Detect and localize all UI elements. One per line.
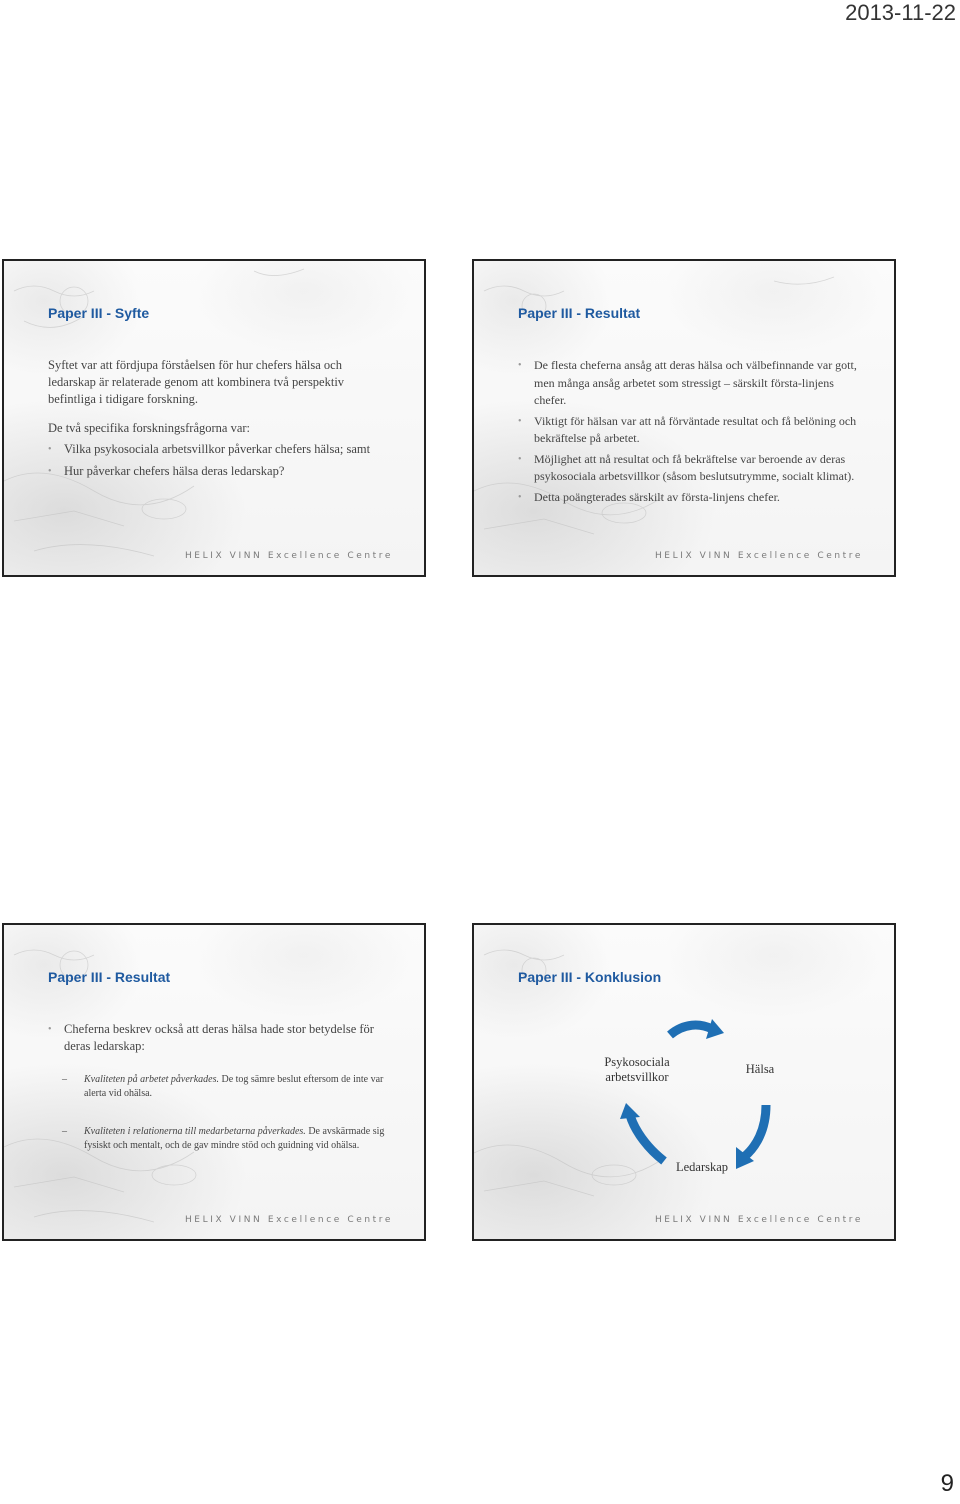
footer-brand: HELIX VINN Excellence Centre: [654, 551, 864, 561]
arrow-top: [670, 1025, 712, 1035]
bullet-icon: •: [518, 360, 522, 371]
slide-body: [48, 1021, 392, 1153]
bullet-list: [48, 441, 392, 480]
page-number: 9: [940, 1470, 954, 1497]
bullet-icon: •: [48, 466, 52, 477]
node-psykosociala: Psykosociala arbetsvillkor: [604, 1055, 670, 1084]
footer-brand: HELIX VINN Excellence Centre: [184, 551, 394, 561]
arrowhead-left: [620, 1103, 640, 1119]
bullet-list: [518, 357, 858, 506]
footer-brand: HELIX VINN Excellence Centre: [654, 1215, 864, 1225]
slide-resultat-1: [472, 259, 896, 577]
footer-brand: HELIX VINN Excellence Centre: [184, 1215, 394, 1225]
bullet-icon: •: [48, 1024, 52, 1035]
slide-resultat-2: [2, 923, 426, 1241]
sub-item: – Kvaliteten i relationerna till medarbetarna påverkades. De avskärmade sig fysiskt och mentalt, och de gav mindre stöd och guidning vid ohälsa.: [62, 1126, 385, 1151]
bullet-icon: •: [518, 491, 522, 503]
list-item: • Detta poängterades särskilt av första-linjens chefer.: [518, 489, 858, 507]
slide-title: Paper III - Konklusion: [518, 969, 662, 985]
paragraph: Syftet var att fördjupa förståelsen för hur chefers hälsa och ledarskap är relaterade genom att kombinera två perspektiv befintliga i tidigare forskning.: [48, 358, 345, 406]
bullet-icon: •: [518, 415, 522, 427]
bullet-icon: •: [48, 444, 52, 455]
slide-konklusion: [472, 923, 896, 1241]
paragraph: De två specifika forskningsfrågorna var:: [48, 421, 251, 435]
node-ledarskap: Ledarskap: [675, 1160, 729, 1174]
slide-title: Paper III - Syfte: [48, 305, 150, 321]
page-date: 2013-11-22: [845, 0, 956, 25]
list-item: • De flesta cheferna ansåg att deras hälsa och välbefinnande var gott, men många ansåg arbetet som stressigt – särskilt första-linjens chefer.: [518, 358, 857, 407]
list-item: • Hur påverkar chefers hälsa deras ledarskap?: [48, 464, 285, 478]
dash-icon: –: [62, 1074, 67, 1085]
list-item: • Viktigt för hälsan var att nå förväntade resultat och få belöning och bekräftelse på arbetet.: [518, 413, 857, 445]
list-item: • Cheferna beskrev också att deras hälsa hade stor betydelse för deras ledarskap:: [48, 1022, 374, 1053]
arrow-left: [630, 1115, 664, 1161]
list-item: • Möjlighet att nå resultat och få bekräftelse var beroende av deras psykosociala arbetsvillkor (såsom beslutsutrymme, socialt klimat).: [518, 451, 855, 483]
dash-icon: –: [62, 1126, 67, 1137]
slide-title: Paper III - Resultat: [48, 969, 171, 985]
sub-item: – Kvaliteten på arbetet påverkades. De tog sämre beslut eftersom de inte var alerta vid ohälsa.: [62, 1074, 384, 1099]
cycle-diagram: [474, 925, 896, 1241]
slide-body: [518, 357, 858, 509]
arrow-right: [744, 1105, 766, 1157]
bullet-icon: •: [518, 453, 522, 465]
bullet-list: [48, 1021, 392, 1055]
slide-syfte: [2, 259, 426, 577]
node-halsa: Hälsa: [745, 1062, 775, 1076]
slide-body: [48, 357, 392, 483]
slide-title: Paper III - Resultat: [518, 305, 641, 321]
list-item: • Vilka psykosociala arbetsvillkor påverkar chefers hälsa; samt: [48, 442, 371, 456]
